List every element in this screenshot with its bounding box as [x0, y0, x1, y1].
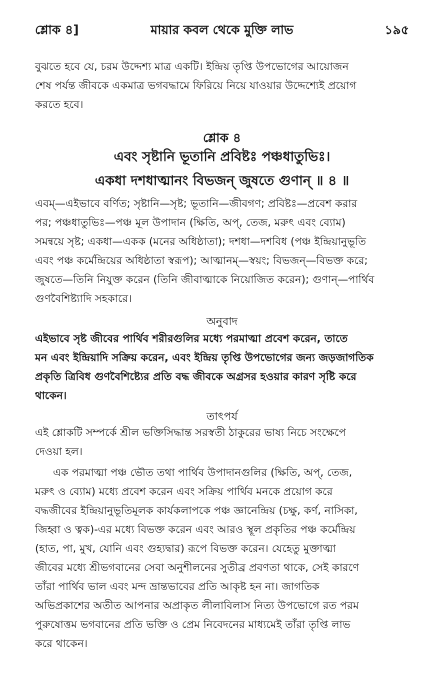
purport-heading: তাৎপর্য: [206, 410, 238, 423]
text-line: প্রকৃতি ত্রিবিধ গুণবৈশিষ্ট্যের প্রতি বদ্ধ জীবকে অগ্রসর হওয়ার কারণ সৃষ্টি করে: [35, 371, 357, 383]
text-line: এই শ্লোকটি সম্পর্কে শ্রীল ভক্তিসিদ্ধান্ত সরস্বতী ঠাকুরের ভাষ্য নিচে সংক্ষেপে: [35, 427, 346, 439]
text-line: জুষতে—তিনি নিযুক্ত করেন (তিনি জীবাত্মাকে নিয়োজিত করেন); গুণান্—পার্থিব: [35, 274, 375, 286]
text-line: থাকেন।: [35, 390, 67, 402]
verse-line: একধা দশধাত্মানং বিভজন্ জুষতে গুণান্ ॥ ৪ ॥: [94, 173, 350, 189]
translation-heading-row: [35, 312, 409, 332]
text-line: করে থাকেন।: [35, 638, 88, 650]
text-line: দেওয়া হল।: [35, 446, 83, 458]
text-line: সমন্বয়ে সৃষ্ট; একধা—একক (মনের অধিষ্ঠাতা); দশধা—দশবিধ (পঞ্চ ইন্দ্রিয়ানুভূতি: [35, 236, 367, 248]
text-line: এইভাবে সৃষ্ট জীবের পার্থিব শরীরগুলির মধ্যে পরমাত্মা প্রবেশ করেন, তাতে: [35, 333, 348, 345]
text-line: এক পরমাত্মা পঞ্চ ভৌত তথা পার্থিব উপাদানগুলির (ক্ষিতি, অপ্, তেজ,: [53, 467, 353, 479]
text-line: করতে হবে।: [35, 99, 84, 111]
text-line: শেষ পর্যন্ত জীবকে একমাত্র ভগবদ্ধামে ফিরিয়ে নিয়ে যাওয়ার উদ্দেশ্যেই প্রয়োগ: [35, 80, 357, 92]
text-line: এবং পঞ্চ কর্মেন্দ্রিয়ের অধিষ্ঠাতা স্বরূপ); আত্মানম্—স্বয়ং; বিভজন্—বিভক্ত করে;: [35, 255, 368, 267]
text-line: মরুৎ ও ব্যোম) মধ্যে প্রবেশ করেন এবং সক্রিয় পার্থিব মনকে প্রয়োগ করে: [35, 486, 333, 498]
text-line: মন এবং ইন্দ্রিয়াদি সক্রিয় করেন, এবং ইন্দ্রিয় তৃপ্তি উপভোগের জন্য জড়জাগতিক: [35, 352, 374, 364]
text-line: বুঝতে হবে যে, চরম উদ্দেশ্য মাত্র একটি। ইন্দ্রিয় তৃপ্তি উপভোগের আয়োজন: [35, 61, 349, 73]
text-line: তাঁরা পার্থিব ভাল এবং মন্দ ভ্রান্তভাবের প্রতি আকৃষ্ট হন না। জাগতিক: [35, 581, 320, 593]
chapter-title: মায়ার কবল থেকে মুক্তি লাভ: [150, 22, 294, 37]
text-line: অভিপ্রকাশের অতীত আপনার অপ্রাকৃত লীলাবিলাস নিত্য উপভোগে রত পরম: [35, 600, 359, 612]
text-line: (হাত, পা, মুখ, যোনি এবং গুহ্যদ্বার) রূপে বিভক্ত করেন। যেহেতু মুক্তাত্মা: [35, 543, 336, 555]
page-number: ১৯৫: [384, 22, 409, 37]
text-line: বদ্ধজীবের ইন্দ্রিয়ানুভূতিমূলক কার্যকলাপকে পঞ্চ জ্ঞানেন্দ্রিয় (চক্ষু, কর্ণ, নাসিকা,: [35, 505, 358, 517]
translation-heading: অনুবাদ: [206, 315, 238, 328]
text-line: জিহ্বা ও ত্বক)-এর মধ্যে বিভক্ত করেন এবং আরও স্থূল প্রকৃতির পঞ্চ কর্মেন্দ্রিয়: [35, 524, 356, 536]
purport-paragraph-2: [35, 464, 409, 654]
synonyms-paragraph: [35, 195, 409, 309]
intro-paragraph: [35, 58, 409, 115]
verse-line: এবং সৃষ্টানি ভূতানি প্রবিষ্টঃ পঞ্চধাতুভিঃ।: [113, 149, 331, 165]
text-line: এবম্—এইভাবে বর্ণিত; সৃষ্টানি—সৃষ্ট; ভূতানি—জীবগণ; প্রবিষ্টঃ—প্রবেশ করার: [35, 198, 358, 210]
text-line: পুরুষোত্তম ভগবানের প্রতি ভক্তি ও প্রেম নিবেদনের মাধ্যমেই তাঁরা তৃপ্তি লাভ: [35, 619, 351, 631]
verse-reference: শ্লোক ৪]: [35, 22, 79, 37]
translation-paragraph: [35, 330, 409, 406]
purport-paragraph-1: [35, 424, 409, 462]
page-header: [35, 22, 409, 42]
verse-label: শ্লোক ৪: [202, 130, 242, 145]
text-line: পর; পঞ্চধাতুভিঃ—পঞ্চ মূল উপাদান (ক্ষিতি, অপ্, তেজ, মরুৎ এবং ব্যোম): [35, 217, 346, 229]
text-line: গুণবৈশিষ্ট্যাদি সহকারে।: [35, 293, 132, 305]
text-line: জীবের মধ্যে শ্রীভগবানের সেবা অনুশীলনের সুতীব্র প্রবণতা থাকে, সেই কারণে: [35, 562, 360, 574]
